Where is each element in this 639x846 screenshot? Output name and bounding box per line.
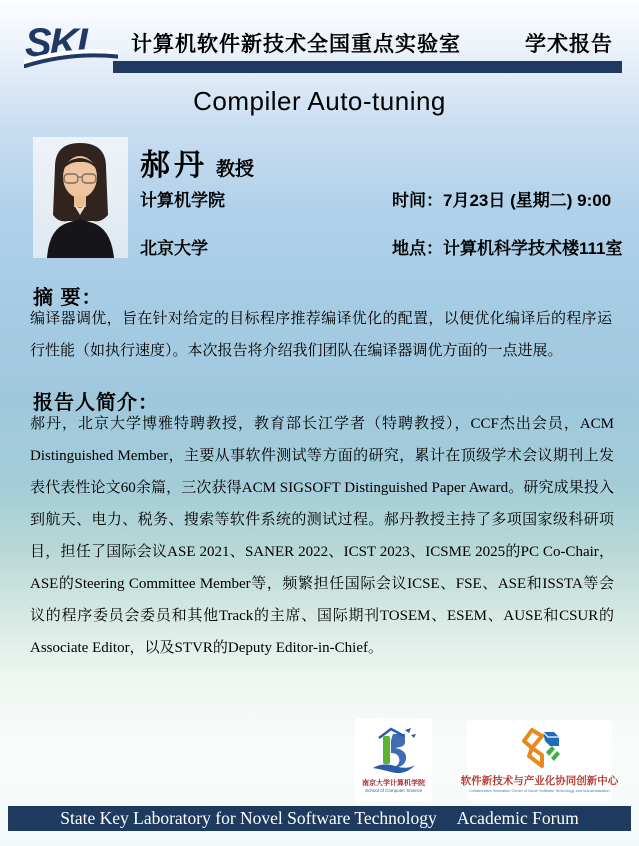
cic-name-en: Collaborative Innovation Center of Novel Software Technology and Industrialization bbox=[469, 788, 610, 793]
nju-cs-logo-card bbox=[355, 718, 432, 802]
speaker-university: 北京大学 bbox=[140, 239, 208, 258]
lab-name: 计算机软件新技术全国重点实验室 bbox=[131, 33, 461, 56]
skl-logo-text: SKL bbox=[25, 21, 99, 65]
talk-location bbox=[392, 234, 623, 259]
nju-cs-logo-icon bbox=[371, 726, 417, 776]
abstract-body: 编译器调优，旨在针对给定的目标程序推荐编译优化的配置，以便优化编译后的程序运行性能（如执行速度）。本次报告将介绍我们团队在编译器调优方面的一点进展。 bbox=[30, 311, 612, 359]
talk-title: Compiler Auto-tuning bbox=[193, 86, 446, 116]
cic-logo-icon bbox=[518, 728, 562, 770]
bio-heading: 报告人简介： bbox=[33, 392, 159, 414]
footer-bar bbox=[8, 806, 631, 831]
skl-logo-icon bbox=[24, 20, 118, 68]
speaker-photo bbox=[33, 137, 128, 258]
location-label: 地点： bbox=[392, 239, 443, 258]
footer-lab-name: State Key Laboratory for Novel Software Technology bbox=[60, 808, 437, 828]
header-divider-bar bbox=[113, 61, 622, 73]
event-type-label: 学术报告 bbox=[525, 33, 613, 56]
nju-cs-name-cn: 南京大学计算机学院 bbox=[362, 780, 425, 787]
time-label: 时间： bbox=[392, 191, 443, 210]
cic-name-cn: 软件新技术与产业化协同创新中心 bbox=[460, 775, 619, 787]
speaker-name: 郝丹 bbox=[140, 149, 208, 182]
speaker-title: 教授 bbox=[216, 159, 255, 180]
nju-cs-name-en: School of Computer Science bbox=[364, 788, 423, 794]
talk-time bbox=[392, 186, 611, 211]
speaker-name-row bbox=[140, 140, 254, 184]
footer-forum-name: Academic Forum bbox=[456, 808, 579, 828]
speaker-department: 计算机学院 bbox=[140, 191, 225, 210]
bio-body: 郝丹，北京大学博雅特聘教授，教育部长江学者（特聘教授），CCF杰出会员，ACM Distinguished Member，主要从事软件测试等方面的研究，累计在顶级学术会议期刊上发表代表性论文60余篇，三次获得ACM SIGSOFT Distinguished Paper Award。研究成果投入到航天、电力、税务、搜索等软件系统的测试过程。郝丹教授主持了多项国家级科研项目，担任了国际会议ASE 2021、SANER 2022、ICST 2023、ICSME 2025的PC Co-Chair，ASE的Steering Committee Member等，频繁担任国际会议ICSE、FSE、ASE和ISSTA等会议的程序委员会委员和其他Track的主席、国际期刊TOSEM、ESEM、AUSE和CSUR的Associate Editor，以及STVR的Deputy Editor-in-Chief。 bbox=[30, 416, 614, 656]
location-value: 计算机科学技术楼111室 bbox=[443, 239, 623, 258]
cic-logo-card bbox=[460, 720, 619, 801]
abstract-heading: 摘 要： bbox=[33, 287, 103, 309]
time-value: 7月23日 (星期二) 9:00 bbox=[443, 191, 612, 210]
